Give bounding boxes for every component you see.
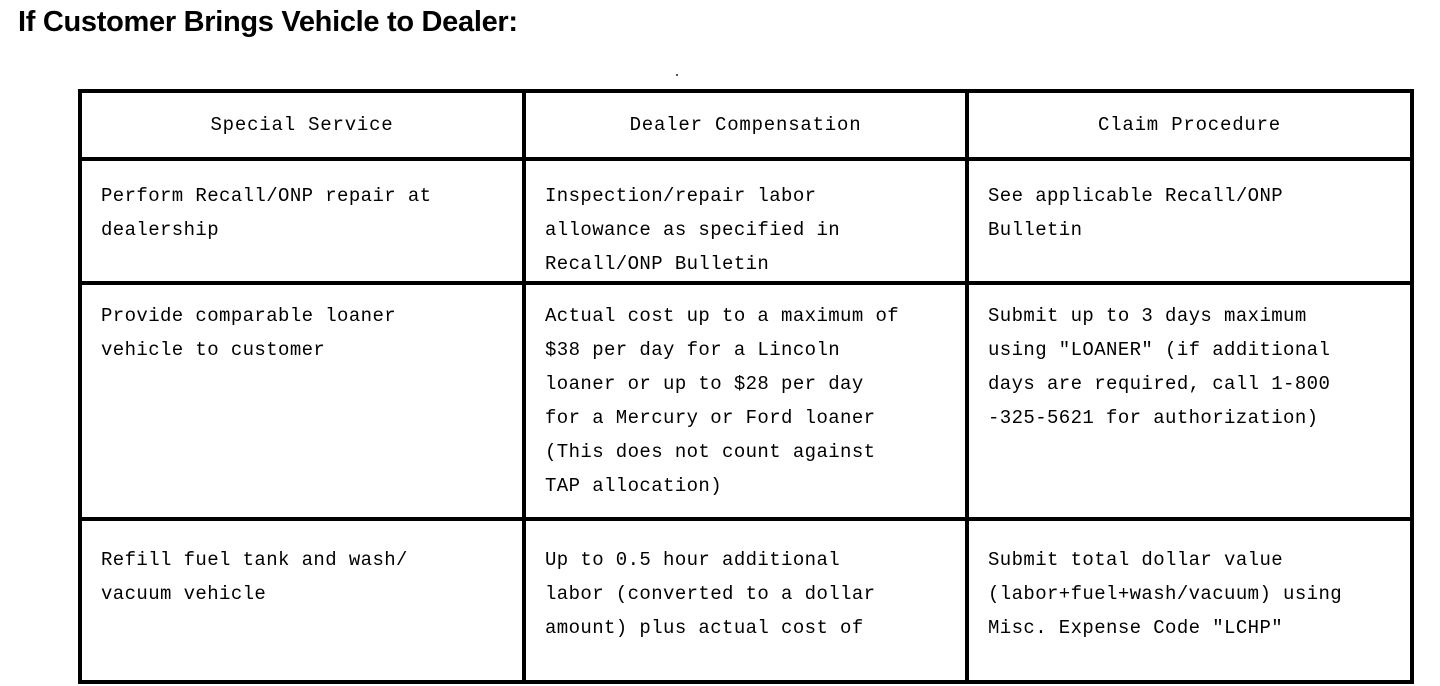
cell-text: Up to 0.5 hour additional labor (converted to a dollar amount) plus actual cost of: [545, 549, 876, 639]
cell-text: Inspection/repair labor allowance as specified in Recall/ONP Bulletin: [545, 185, 841, 275]
cell-text: Perform Recall/ONP repair at dealership: [101, 185, 432, 241]
table-row: [80, 283, 1412, 519]
table-cell-compensation: [524, 159, 967, 283]
cell-text: Refill fuel tank and wash/ vacuum vehicle: [101, 549, 408, 605]
table-header-row: [80, 91, 1412, 159]
table-row: [80, 519, 1412, 682]
cell-text: Actual cost up to a maximum of $38 per day for a Lincoln loaner or up to $28 per day for a Mercury or Ford loaner (This does not count against TAP allocation): [545, 305, 900, 497]
page-heading: If Customer Brings Vehicle to Dealer:: [18, 6, 518, 38]
table-row: [80, 159, 1412, 283]
cell-text: See applicable Recall/ONP Bulletin: [988, 185, 1284, 241]
table-cell-service: [80, 283, 524, 519]
table-cell-service: [80, 519, 524, 682]
header-special-service: Special Service: [80, 91, 524, 159]
cell-text: Submit up to 3 days maximum using "LOANER" (if additional days are required, call 1-800 -325-5621 for authorization): [988, 305, 1331, 429]
header-dealer-compensation: Dealer Compensation: [524, 91, 967, 159]
table-cell-service: [80, 159, 524, 283]
table-cell-procedure: [967, 519, 1412, 682]
table-cell-procedure: [967, 159, 1412, 283]
table-cell-compensation: [524, 283, 967, 519]
scan-artifact: [676, 74, 678, 76]
header-claim-procedure: Claim Procedure: [967, 91, 1412, 159]
cell-text: Provide comparable loaner vehicle to customer: [101, 305, 397, 361]
special-service-table: [78, 89, 1414, 684]
cell-text: Submit total dollar value (labor+fuel+wash/vacuum) using Misc. Expense Code "LCHP": [988, 549, 1343, 639]
table-cell-procedure: [967, 283, 1412, 519]
table-cell-compensation: [524, 519, 967, 682]
